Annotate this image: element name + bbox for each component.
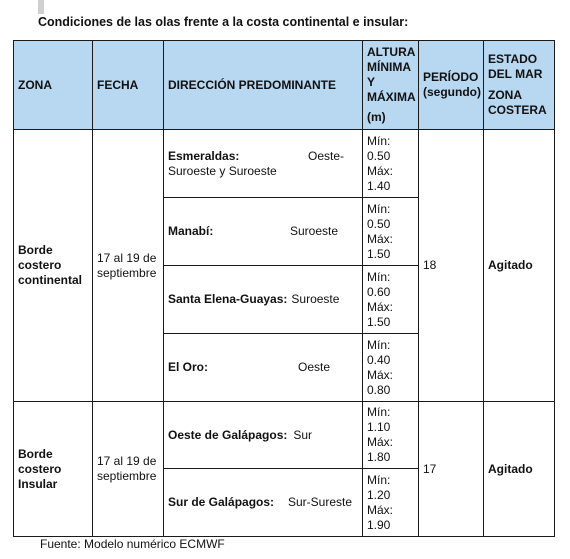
direccion-value-continued: Suroeste y Suroeste (168, 163, 277, 178)
direccion-cell (164, 266, 363, 334)
direccion-cell (164, 198, 363, 266)
direccion-row (168, 224, 358, 239)
direccion-cell (164, 130, 363, 198)
zona-line: Borde (18, 446, 53, 461)
min-label: Mín: (367, 472, 391, 487)
header-altura-line: ALTURA (367, 45, 416, 59)
min-value: 0.40 (367, 352, 391, 367)
page-title: Condiciones de las olas frente a la costa continental e insular: (38, 15, 409, 29)
direccion-value: Sur-Sureste (287, 495, 352, 509)
min-label: Mín: (367, 269, 391, 284)
direccion-value: Oeste (297, 360, 330, 374)
max-value: 1.80 (367, 450, 391, 464)
lugar-label: Manabí: (168, 224, 214, 238)
direccion-row (168, 428, 358, 443)
header-periodo-line: (segundo) (423, 85, 481, 99)
header-row (14, 41, 555, 130)
header-estado (484, 41, 555, 130)
max-value: 1.50 (367, 314, 391, 329)
max-value: 1.50 (367, 246, 391, 261)
min-label: Mín: (367, 201, 391, 216)
header-periodo (419, 41, 484, 130)
altura-cell (363, 266, 419, 334)
min-value: 1.20 (367, 487, 391, 502)
fecha-line: septiembre (97, 265, 157, 280)
source-footnote: Fuente: Modelo numérico ECMWF (40, 537, 225, 551)
header-periodo-line: PERÍODO (423, 70, 479, 84)
zona-line: Borde (18, 243, 53, 257)
header-altura-unit: (m) (367, 110, 386, 124)
header-zona: ZONA (14, 41, 93, 130)
direccion-value: Suroeste (289, 224, 338, 238)
direccion-cell (164, 402, 363, 469)
table-row (14, 402, 555, 469)
min-label: Mín: (367, 133, 391, 148)
direccion-value: Oeste- (307, 148, 344, 163)
min-value: 0.60 (367, 284, 391, 299)
altura-cell (363, 130, 419, 198)
header-estado-line: ESTADO (488, 52, 538, 66)
direccion-row (168, 149, 358, 164)
max-value: 0.80 (367, 382, 391, 397)
max-value: 1.40 (367, 178, 391, 193)
altura-cell (363, 402, 419, 469)
direccion-row (168, 292, 358, 307)
header-estado-line: COSTERA (488, 103, 547, 117)
zona-line: costero (18, 461, 62, 476)
fecha-line: 17 al 19 de (97, 454, 157, 468)
lugar-label: Esmeraldas: (168, 148, 240, 163)
table-row (14, 130, 555, 198)
direccion-cell (164, 469, 363, 537)
direccion-value: Sur (293, 427, 313, 442)
lugar-label: Santa Elena-Guayas: (168, 292, 288, 306)
lugar-label: Sur de Galápagos: (168, 495, 275, 509)
zona-line: continental (18, 273, 83, 287)
header-altura-line: Y (367, 75, 376, 89)
min-value: 1.10 (367, 420, 391, 434)
max-label: Máx: (367, 299, 394, 314)
max-label: Máx: (367, 231, 394, 246)
fecha-cell (93, 402, 164, 537)
max-label: Máx: (367, 502, 394, 517)
altura-cell (363, 198, 419, 266)
header-altura (363, 41, 419, 130)
header-estado-line: DEL MAR (488, 67, 543, 81)
header-direccion: DIRECCIÓN PREDOMINANTE (164, 41, 363, 130)
fecha-cell (93, 130, 164, 402)
max-label: Máx: (367, 367, 394, 382)
max-value: 1.90 (367, 517, 391, 532)
min-label: Mín: (367, 337, 391, 352)
header-altura-line: MÍNIMA (367, 60, 411, 74)
zona-cell (14, 130, 93, 402)
estado-cell: Agitado (484, 402, 555, 537)
min-value: 0.50 (367, 216, 391, 231)
altura-cell (363, 469, 419, 537)
altura-cell (363, 334, 419, 402)
header-fecha: FECHA (93, 41, 164, 130)
periodo-cell: 18 (419, 130, 484, 402)
zona-line: costero (18, 258, 62, 272)
direccion-cell (164, 334, 363, 402)
direccion-value: Suroeste (291, 292, 340, 306)
fecha-line: septiembre (97, 469, 157, 483)
min-label: Mín: (367, 405, 391, 419)
min-value: 0.50 (367, 148, 391, 163)
header-altura-line: MÁXIMA (367, 90, 416, 104)
max-label: Máx: (367, 163, 394, 178)
periodo-cell: 17 (419, 402, 484, 537)
estado-cell: Agitado (484, 130, 555, 402)
zona-cell (14, 402, 93, 537)
margin-marker (38, 0, 44, 14)
zona-line: Insular (18, 476, 58, 491)
direccion-row (168, 495, 358, 510)
lugar-label: Oeste de Galápagos: (168, 427, 288, 442)
fecha-line: 17 al 19 de (97, 250, 157, 265)
wave-conditions-table (13, 40, 555, 537)
lugar-label: El Oro: (168, 360, 209, 374)
header-estado-line: ZONA (488, 88, 522, 102)
direccion-row (168, 360, 358, 375)
max-label: Máx: (367, 435, 394, 449)
